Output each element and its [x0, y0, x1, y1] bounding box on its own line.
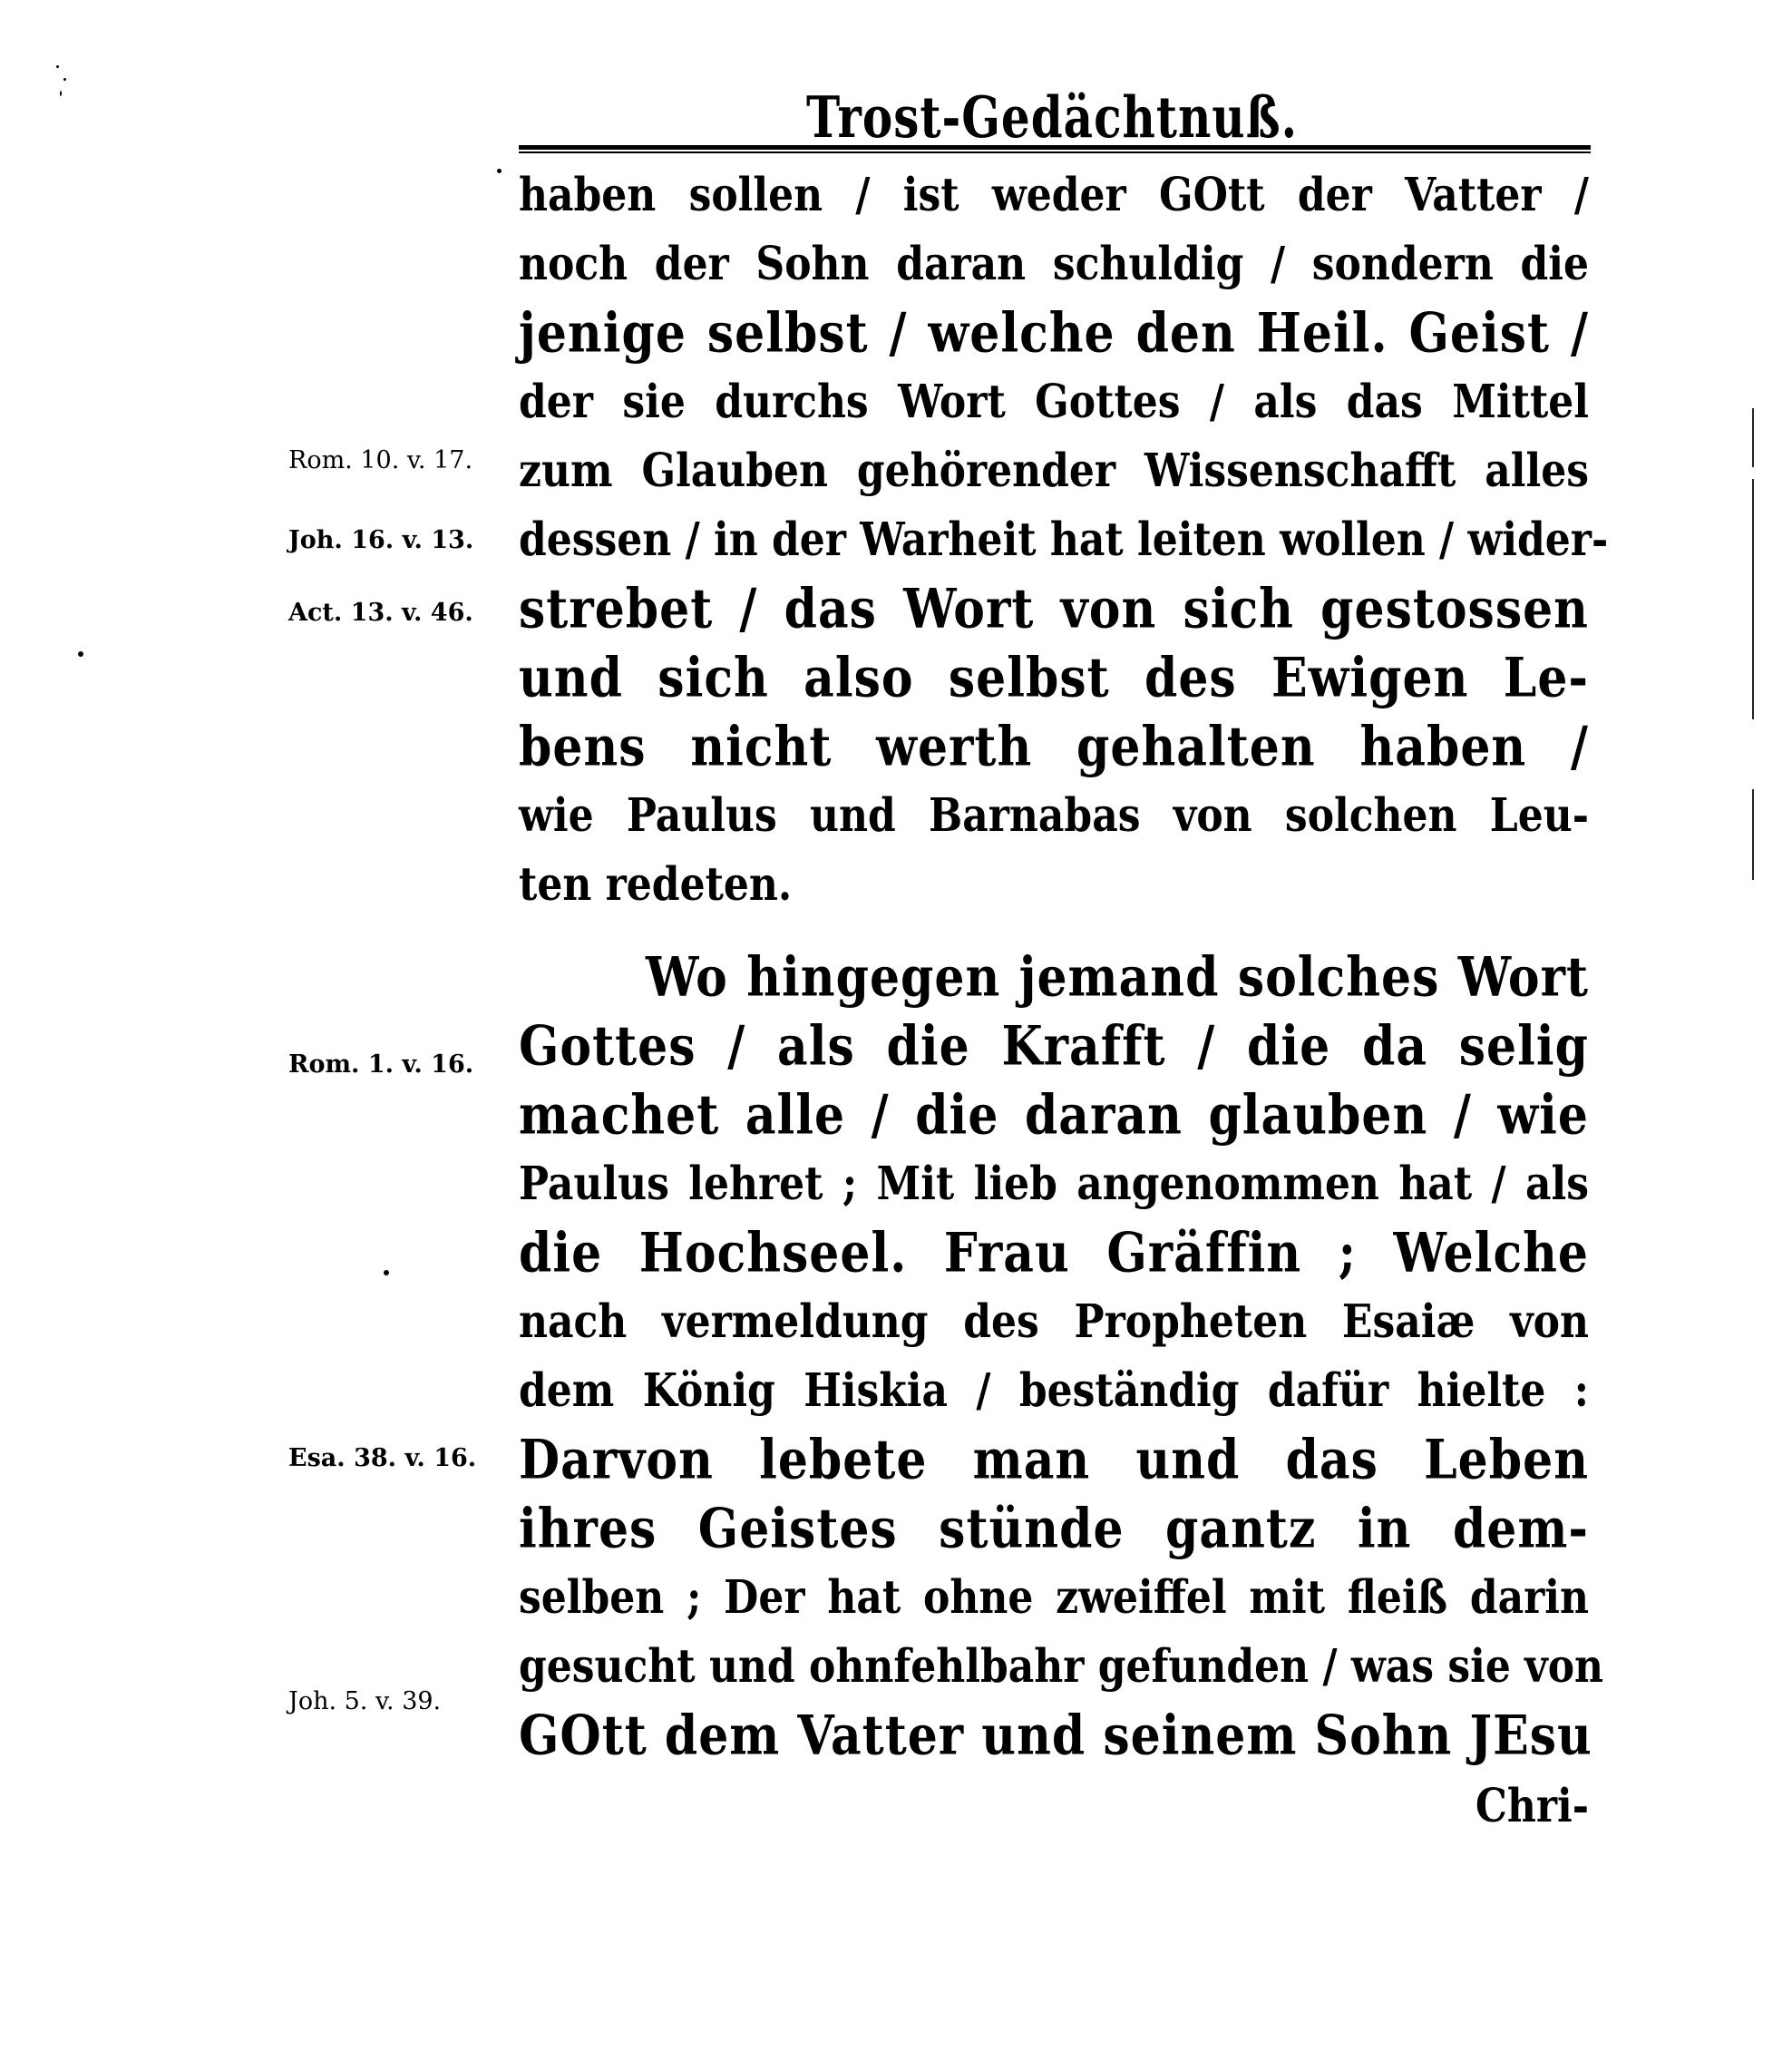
catchword: Chri-	[1475, 1780, 1589, 1833]
margin-ref-esa-38: Esa. 38. v. 16.	[288, 1444, 477, 1472]
text-line-10: wie Paulus und Barnabas von solchen Leu-	[519, 789, 1589, 843]
text-line-12: Wo hingegen jemand solches Wort	[646, 945, 1589, 1010]
text-line-16: die Hochseel. Frau Gräffin ; Welche	[519, 1221, 1589, 1285]
text-line-23: GOtt dem Vatter und seinem Sohn JEsu	[519, 1704, 1592, 1768]
text-line-1: haben sollen / ist weder GOtt der Vatter /	[519, 169, 1589, 222]
page-edge-line	[1752, 479, 1754, 719]
text-line-11: ten redeten.	[519, 858, 793, 912]
scan-speck	[63, 78, 66, 81]
text-line-19: Darvon lebete man und das Leben	[519, 1428, 1589, 1492]
text-line-14: machet alle / die daran glauben / wie	[519, 1083, 1589, 1148]
text-line-9: bens nicht werth gehalten haben /	[519, 715, 1589, 779]
scan-speck	[78, 651, 83, 657]
text-line-4: der sie durchs Wort Gottes / als das Mittel	[519, 376, 1589, 429]
margin-ref-joh-5: Joh. 5. v. 39.	[288, 1687, 442, 1715]
text-line-18: dem König Hiskia / beständig dafür hielte :	[519, 1364, 1589, 1418]
scan-speck	[497, 169, 502, 173]
scan-speck	[56, 65, 59, 68]
text-line-21: selben ; Der hat ohne zweiffel mit fleiß darin	[519, 1571, 1589, 1625]
body-text	[519, 161, 1609, 1841]
text-line-8: und sich also selbst des Ewigen Le-	[519, 646, 1589, 710]
text-line-22: gesucht und ohnfehlbahr gefunden / was sie von	[519, 1640, 1604, 1694]
text-line-17: nach vermeldung des Propheten Esaiæ von	[519, 1295, 1589, 1349]
text-line-5: zum Glauben gehörender Wissenschafft alles	[519, 444, 1589, 498]
margin-ref-rom-10: Rom. 10. v. 17.	[288, 446, 473, 474]
running-head: Trost-Gedächtnuß.	[805, 83, 1299, 151]
scan-speck	[384, 1270, 389, 1275]
scan-speck	[60, 91, 62, 96]
margin-ref-rom-1: Rom. 1. v. 16.	[288, 1050, 474, 1079]
text-line-15: Paulus lehret ; Mit lieb angenommen hat / als	[519, 1157, 1589, 1211]
margin-ref-act-13: Act. 13. v. 46.	[288, 599, 473, 627]
header-rule	[519, 145, 1591, 153]
page-edge-line	[1752, 789, 1754, 880]
text-line-20: ihres Geistes stünde gantz in dem-	[519, 1497, 1589, 1561]
text-line-3: jenige selbst / welche den Heil. Geist /	[519, 301, 1589, 366]
page-edge-line	[1752, 408, 1754, 467]
margin-ref-joh-16: Joh. 16. v. 13.	[288, 526, 474, 554]
text-line-7: strebet / das Wort von sich gestossen	[519, 577, 1589, 641]
text-line-2: noch der Sohn daran schuldig / sondern die	[519, 238, 1589, 291]
text-line-13: Gottes / als die Krafft / die da selig	[519, 1014, 1589, 1079]
text-line-6: dessen / in der Warheit hat leiten wollen / wider-	[519, 513, 1609, 567]
